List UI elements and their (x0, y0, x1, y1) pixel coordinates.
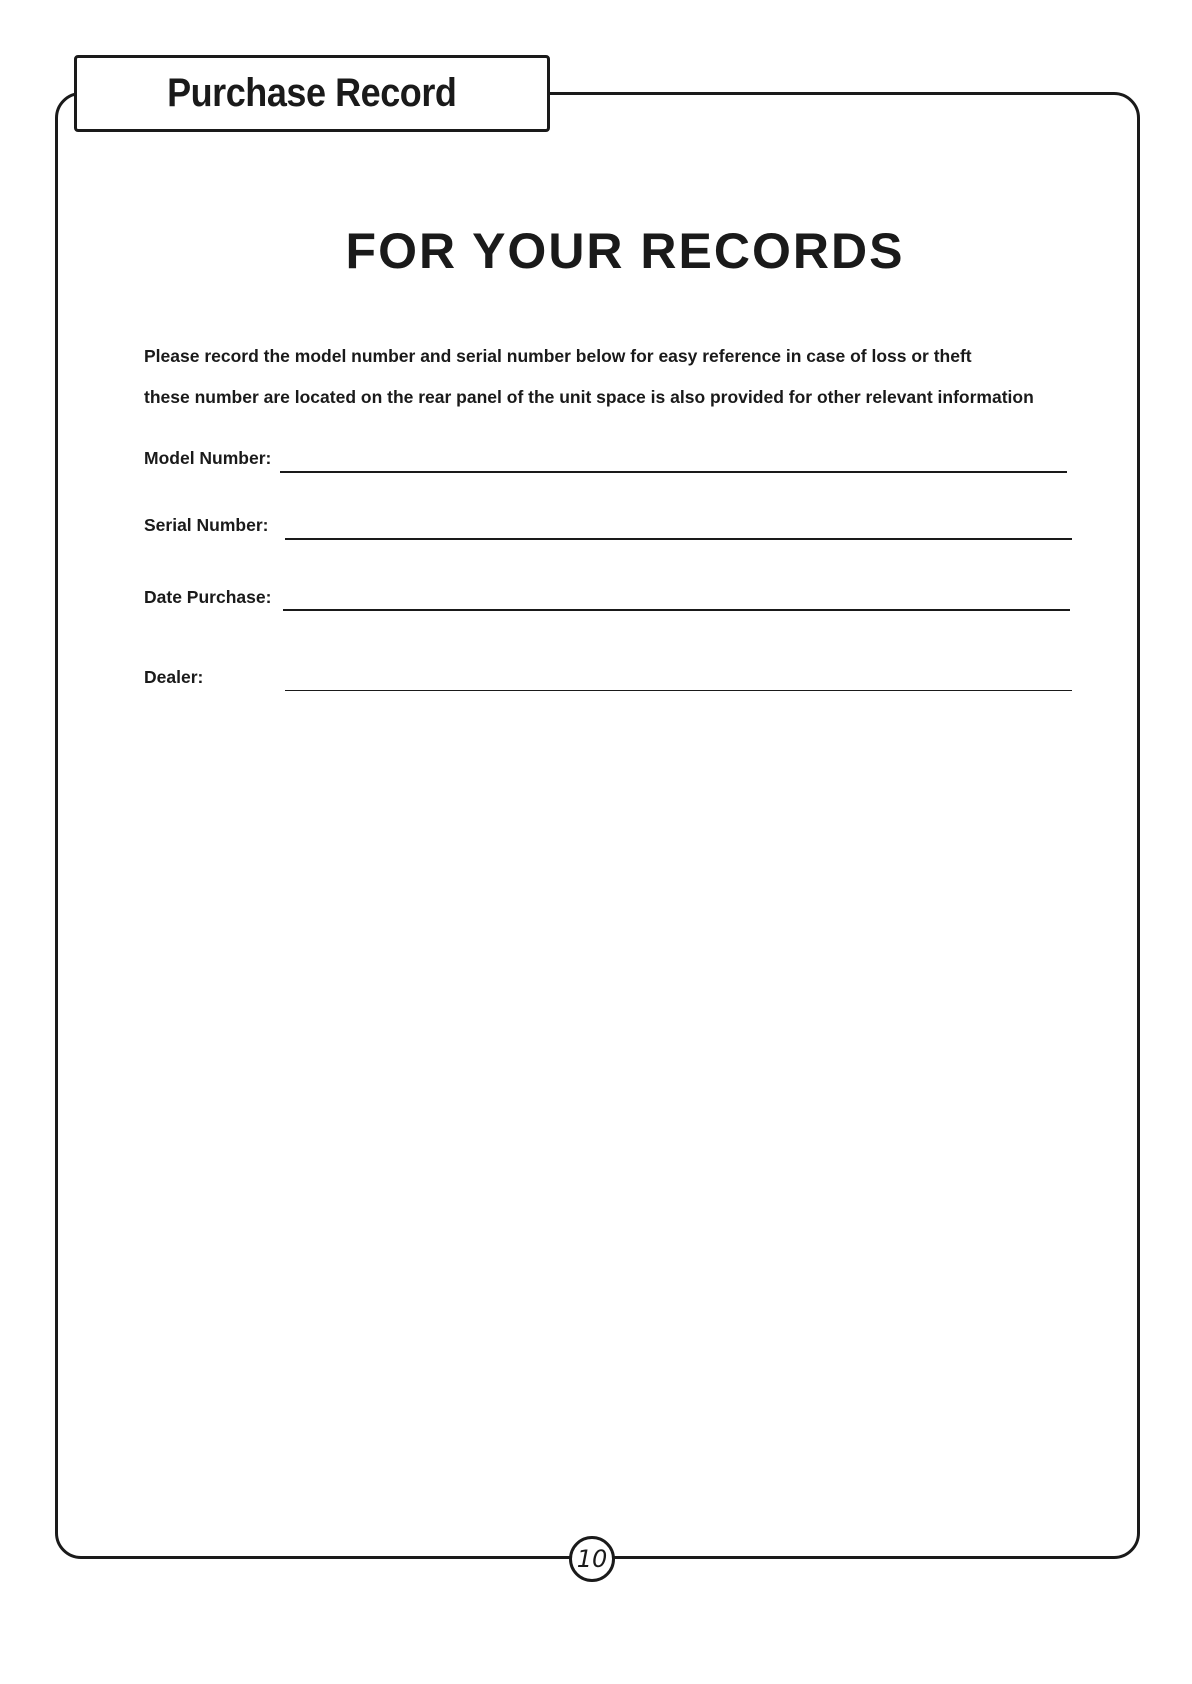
serial-number-label: Serial Number: (144, 515, 269, 535)
serial-number-line[interactable] (285, 538, 1072, 540)
dealer-label: Dealer: (144, 667, 204, 687)
date-purchase-label: Date Purchase: (144, 587, 272, 607)
dealer-line[interactable] (285, 690, 1072, 691)
page-frame (55, 92, 1140, 1559)
model-number-line[interactable] (280, 471, 1067, 473)
page-number: 10 (576, 1545, 608, 1573)
intro-text-line-1: Please record the model number and serial number below for easy reference in case of loss or theft (144, 346, 972, 366)
date-purchase-line[interactable] (283, 609, 1070, 611)
section-tab (74, 55, 550, 132)
intro-text-line-2: these number are located on the rear panel of the unit space is also provided for other relevant information (144, 387, 1034, 407)
page-number-badge (569, 1536, 615, 1582)
page-heading: FOR YOUR RECORDS (345, 223, 905, 279)
section-title: Purchase Record (167, 71, 457, 115)
model-number-label: Model Number: (144, 448, 272, 468)
